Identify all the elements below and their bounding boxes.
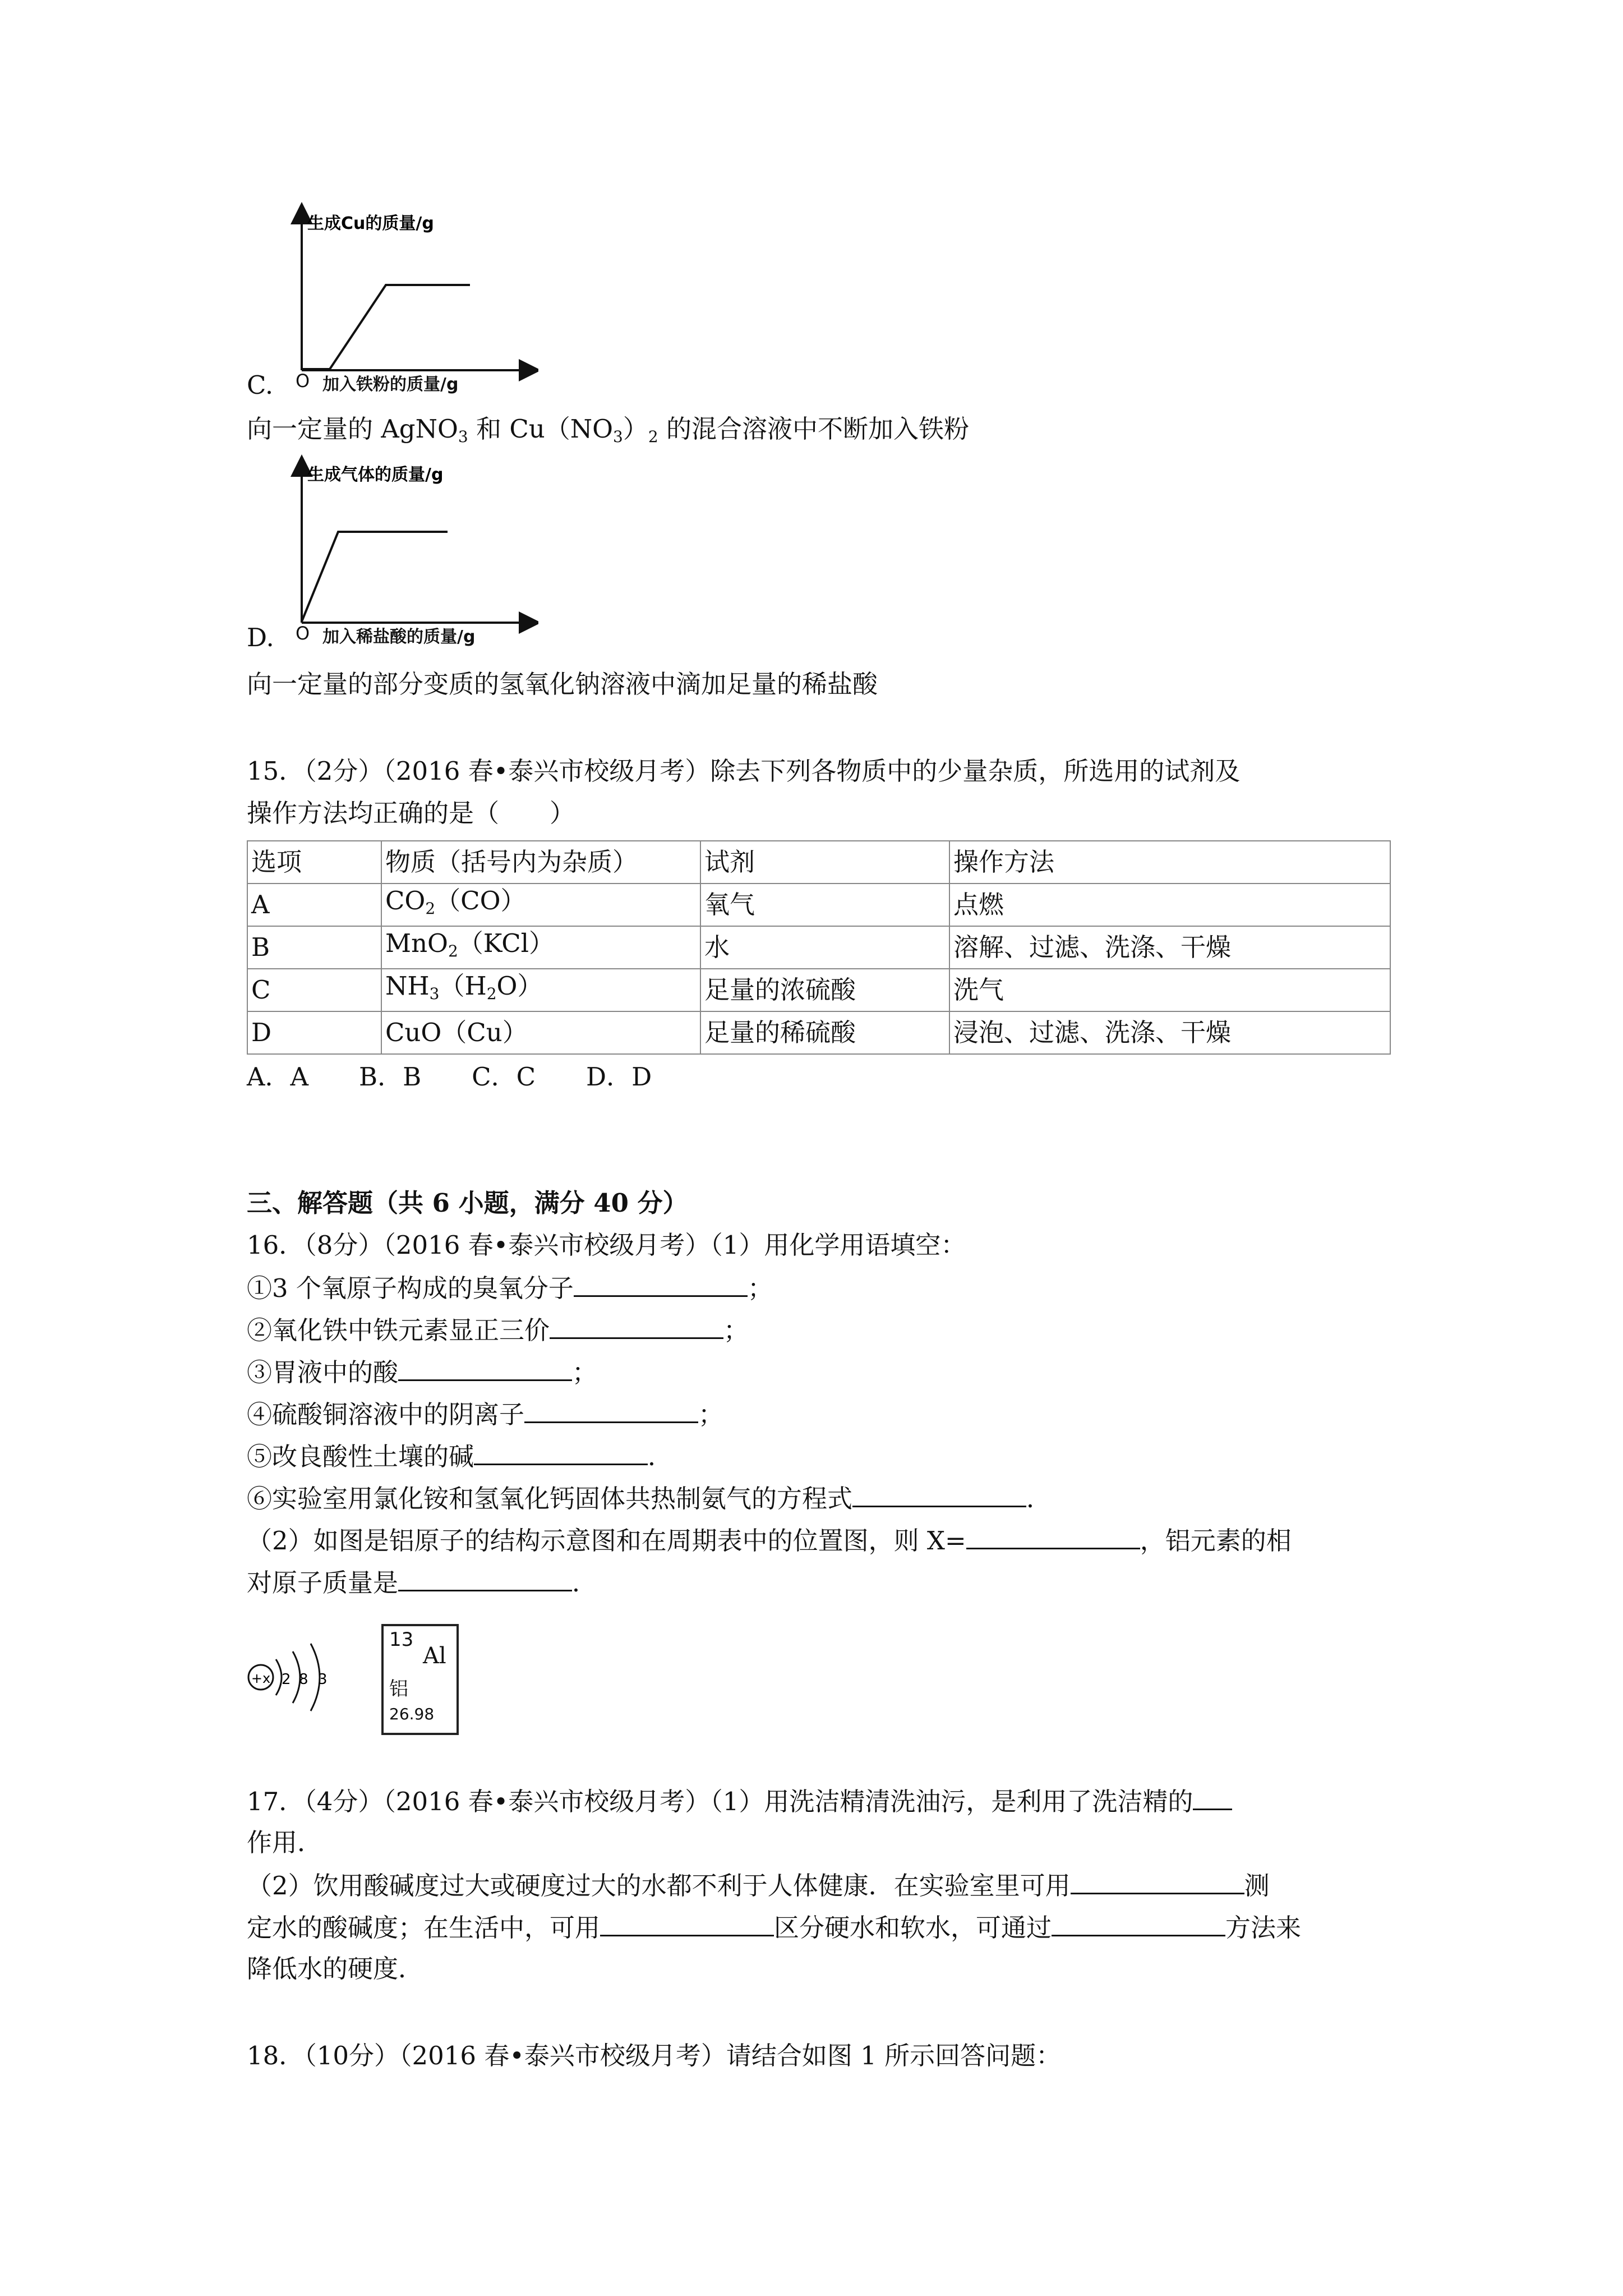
answer-blank[interactable] [966, 1523, 1140, 1549]
y-axis-label: 生成气体的质量/g [307, 465, 444, 485]
table-cell-method: 洗气 [949, 969, 1390, 1011]
q16-part2-line1: （2）如图是铝原子的结构示意图和在周期表中的位置图，则 X= ，铝元素的相 [247, 1523, 1292, 1558]
answer-blank[interactable] [474, 1439, 648, 1465]
table-cell-substance: MnO$_2$（KCl） [381, 926, 700, 969]
q16-stem: 16．（8分）（2016 春•泰兴市校级月考）（1）用化学用语填空： [247, 1230, 966, 1260]
y-axis-label: 生成Cu的质量/g [307, 214, 434, 233]
q16-item: ①3 个氧原子构成的臭氧分子 ； [247, 1271, 773, 1305]
q15-table [247, 840, 1391, 1055]
answer-blank[interactable] [550, 1313, 723, 1339]
q16-item: ②氧化铁中铁元素显正三价 ； [247, 1313, 749, 1347]
atomic-mass: 26.98 [389, 1705, 435, 1723]
periodic-table-cell [381, 1624, 459, 1735]
table-cell-option: A [247, 884, 381, 926]
table-cell-reagent: 水 [700, 926, 949, 969]
q15-stem-line1: 15．（2分）（2016 春•泰兴市校级月考）除去下列各物质中的少量杂质，所选用的试剂及 [247, 756, 1241, 786]
q17-line4: 定水的酸碱度；在生活中，可用 区分硬水和软水，可通过 方法来 [247, 1910, 1301, 1945]
option-d-caption: 向一定量的部分变质的氢氧化钠溶液中滴加足量的稀盐酸 [247, 669, 878, 699]
q15-stem-line2: 操作方法均正确的是（ ） [247, 798, 575, 828]
q16-item: ④硫酸铜溶液中的阴离子 ； [247, 1397, 723, 1432]
answer-blank[interactable] [1193, 1784, 1232, 1810]
table-header: 操作方法 [949, 841, 1390, 884]
table-cell-substance: $CO_2(CO)$ [381, 884, 700, 926]
graph-option-c [269, 202, 538, 393]
option-d-letter: D. [247, 623, 274, 652]
answer-blank[interactable] [1052, 1910, 1225, 1936]
series-line [302, 285, 470, 369]
option-c-origin: O [296, 370, 310, 392]
table-row [247, 1011, 1390, 1054]
table-cell-method: 浸泡、过滤、洗涤、干燥 [949, 1011, 1390, 1054]
answer-blank[interactable] [852, 1481, 1026, 1507]
option-d-origin: O [296, 623, 310, 644]
answer-blank[interactable] [398, 1565, 572, 1591]
q15-choices: A．A B．B C．C D．D [247, 1062, 652, 1092]
option-c-caption: 向一定量的 AgNO$_3$ 和 $Cu(NO_3)_2$ 的混合溶液中不断加入铁粉 [247, 414, 969, 446]
table-row [247, 969, 1390, 1011]
q17-line3: （2）饮用酸碱度过大或硬度过大的水都不利于人体健康．在实验室里可用 测 [247, 1868, 1270, 1903]
table-cell-option: C [247, 969, 381, 1011]
atom-structure-diagram [241, 1632, 342, 1722]
nucleus-label: +x [251, 1671, 271, 1686]
series-line [302, 532, 448, 622]
answer-blank[interactable] [398, 1355, 572, 1381]
table-cell-substance: $NH_3(H_2O)$ [381, 969, 700, 1011]
q17-line5: 降低水的硬度． [247, 1954, 424, 1984]
shell-electron-count: 3 [318, 1671, 328, 1688]
element-name: 铝 [389, 1678, 408, 1700]
shell-arc [276, 1659, 282, 1695]
option-c-letter: C. [247, 370, 274, 400]
q16-item: ⑤改良酸性土壤的碱 ． [247, 1439, 673, 1474]
table-row [247, 926, 1390, 969]
q16-part2-line2: 对原子质量是 ． [247, 1565, 597, 1600]
answer-blank[interactable] [600, 1910, 774, 1936]
table-header: 试剂 [700, 841, 949, 884]
table-cell-option: B [247, 926, 381, 969]
q16-item: ⑥实验室用氯化铵和氢氧化钙固体共热制氨气的方程式 ． [247, 1481, 1052, 1516]
table-cell-reagent: 足量的浓硫酸 [700, 969, 949, 1011]
option-d-x-label: 加入稀盐酸的质量/g [322, 627, 476, 647]
table-cell-method: 溶解、过滤、洗涤、干燥 [949, 926, 1390, 969]
element-symbol: Al [423, 1643, 446, 1669]
answer-blank[interactable] [524, 1397, 698, 1423]
table-cell-reagent: 足量的稀硫酸 [700, 1011, 949, 1054]
atomic-number: 13 [389, 1628, 414, 1651]
table-cell-option: D [247, 1011, 381, 1054]
table-cell-substance: CuO（Cu） [381, 1011, 700, 1054]
answer-blank[interactable] [1071, 1868, 1244, 1894]
shell-electron-count: 8 [299, 1671, 308, 1688]
q17-line1: 17．（4分）（2016 春•泰兴市校级月考）（1）用洗洁精清洗油污，是利用了洗洁精的 [247, 1784, 1232, 1819]
table-header: 物质（括号内为杂质） [381, 841, 700, 884]
q18-stem: 18．（10分）（2016 春•泰兴市校级月考）请结合如图 1 所示回答问题： [247, 2041, 1062, 2070]
table-cell-method: 点燃 [949, 884, 1390, 926]
graph-option-d [269, 454, 538, 639]
table-cell-reagent: 氧气 [700, 884, 949, 926]
table-row [247, 884, 1390, 926]
shell-electron-count: 2 [282, 1671, 291, 1688]
q17-line2: 作用． [247, 1828, 323, 1857]
table-header: 选项 [247, 841, 381, 884]
option-c-x-label: 加入铁粉的质量/g [322, 375, 459, 394]
section-heading: 三、解答题（共 6 小题，满分 40 分） [247, 1188, 688, 1218]
answer-blank[interactable] [574, 1271, 748, 1297]
table-header-row [247, 841, 1390, 884]
q16-item: ③胃液中的酸 ； [247, 1355, 597, 1389]
